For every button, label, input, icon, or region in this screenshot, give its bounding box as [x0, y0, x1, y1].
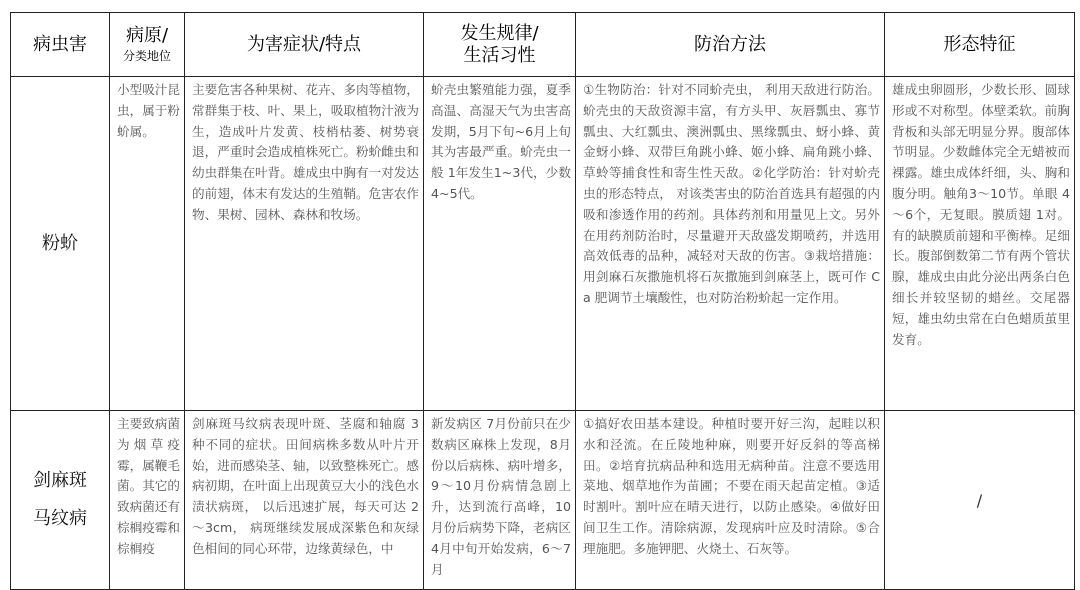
pest-name-cell	[11, 77, 110, 411]
morphology-text: /	[976, 490, 983, 510]
header-pathogen-label: 病原/	[125, 25, 169, 46]
header-habits-line2: 生活习性	[463, 44, 536, 66]
table-row	[11, 77, 1075, 411]
habits-text: 蚧壳虫繁殖能力强，夏季高温、高湿天气为虫害高发期，5月下旬~6月上旬其为害最严重。蚧壳虫一般 1年发生1~3代，少数 4~5代。	[431, 82, 571, 201]
pathogen-text: 小型吸汁昆虫，属于粉蚧属。	[117, 82, 180, 139]
header-symptoms: 为害症状/特点	[185, 13, 424, 77]
control-text: ①生物防治：针对不同蚧壳虫， 利用天敌进行防治。蚧壳虫的天敌资源丰富，有方头甲、灰唇瓢虫、寡节瓢虫、大红瓢虫、澳洲瓢虫、黑缘瓢虫、蚜小蜂、黄金蚜小蜂、双带巨角跳小蜂、姬小蜂、扁角跳小蜂、草蛉等捕食性和寄生性天敌。②化学防治：针对蚧壳虫的形态特点， 对该类害虫的防治首选具有超强的内吸和渗透作用的药剂。具体药剂和用量见上文。另外在用药剂防治时，尽量避开天敌盛发期喷药，并选用高效低毒的品种，减轻对天敌的伤害。③栽培措施：用剑麻石灰撒施机将石灰撒施到剑麻茎上，既可作 Ca 肥调节土壤酸性，也对防治粉蚧起一定作用。	[583, 82, 880, 305]
habits-cell	[424, 77, 576, 411]
header-pathogen-sub: 分类地位	[122, 49, 171, 63]
pathogen-text: 主要致病菌为烟草疫霉，属鞭毛菌。其它的致病菌还有棕榈疫霉和棕榈疫	[117, 416, 180, 556]
header-pathogen	[110, 13, 185, 77]
morphology-cell	[885, 411, 1075, 590]
habits-text: 新发病区 7月份前只在少数病区麻株上发现，8月份以后病株、病叶增多，9～10月份病情急剧上升，达到流行高峰，10月份后病势下降，老病区 4月中旬开始发病，6～7月	[431, 416, 571, 577]
pest-name-cell	[11, 411, 110, 590]
morphology-text: 雄成虫卵圆形，少数长形、圆球形或不对称型。体壁柔软。前胸背板和头部无明显分界。腹部体节明显。少数雌体完全无蜡被而裸露。雄虫成体纤细，头、胸和腹分明。触角3～10节。单眼 4～6个，无复眼。膜质翅 1对。有的缺膜质前翅和平衡棒。足细长。腹部倒数第二节有两个管状腺，雄成虫由此分泌出两条白色细长并较坚韧的蜡丝。交尾器短，雄虫幼虫常在白色蜡质茧里发育。	[892, 82, 1070, 347]
symptoms-cell	[185, 77, 424, 411]
pest-name: 粉蚧	[42, 232, 78, 254]
symptoms-cell	[185, 411, 424, 590]
habits-cell	[424, 411, 576, 590]
pathogen-cell	[110, 77, 185, 411]
symptoms-text: 剑麻斑马纹病表现叶斑、茎腐和轴腐 3 种不同的症状。田间病株多数从叶片开始，进而感染茎、轴，以致整株死亡。感病初期，在叶面上出现黄豆大小的浅色水渍状病斑， 以后迅速扩展，每天可达 2～3cm， 病斑继续发展成深紫色和灰绿色相间的同心环带，边缘黄绿色，中	[192, 416, 419, 556]
header-control: 防治方法	[576, 13, 885, 77]
symptoms-text: 主要危害各种果树、花卉、多肉等植物，常群集于枝、叶、果上，吸取植物汁液为生，造成叶片发黄、枝梢枯萎、树势衰退，严重时会造成植株死亡。粉蚧雌虫和幼虫群集在叶背。雄成虫中胸有一对发达的前翅，体末有发达的生殖鞘。危害农作物、果树、园林、森林和牧场。	[192, 82, 419, 222]
table-row	[11, 411, 1075, 590]
header-row	[11, 13, 1075, 77]
header-pest: 病虫害	[11, 13, 110, 77]
control-text: ①搞好农田基本建设。种植时要开好三沟，起畦以积水和泾流。在丘陵地种麻，则要开好反斜的等高梯田。②培育抗病品种和选用无病种苗。注意不要选用菜地、烟草地作为苗圃；不要在雨天起苗定植。③适时割叶。割叶应在晴天进行，以防止感染。④做好田间卫生工作。清除病源，发现病叶应及时清除。⑤合理施肥。多施钾肥、火烧土、石灰等。	[583, 416, 880, 556]
control-cell	[576, 411, 885, 590]
morphology-cell	[885, 77, 1075, 411]
pest-disease-table	[10, 12, 1075, 590]
header-habits	[424, 13, 576, 77]
pest-name: 剑麻斑 马纹病	[33, 470, 87, 529]
pathogen-cell	[110, 411, 185, 590]
control-cell	[576, 77, 885, 411]
header-habits-line1: 发生规律/	[460, 22, 539, 44]
header-morphology: 形态特征	[885, 13, 1075, 77]
